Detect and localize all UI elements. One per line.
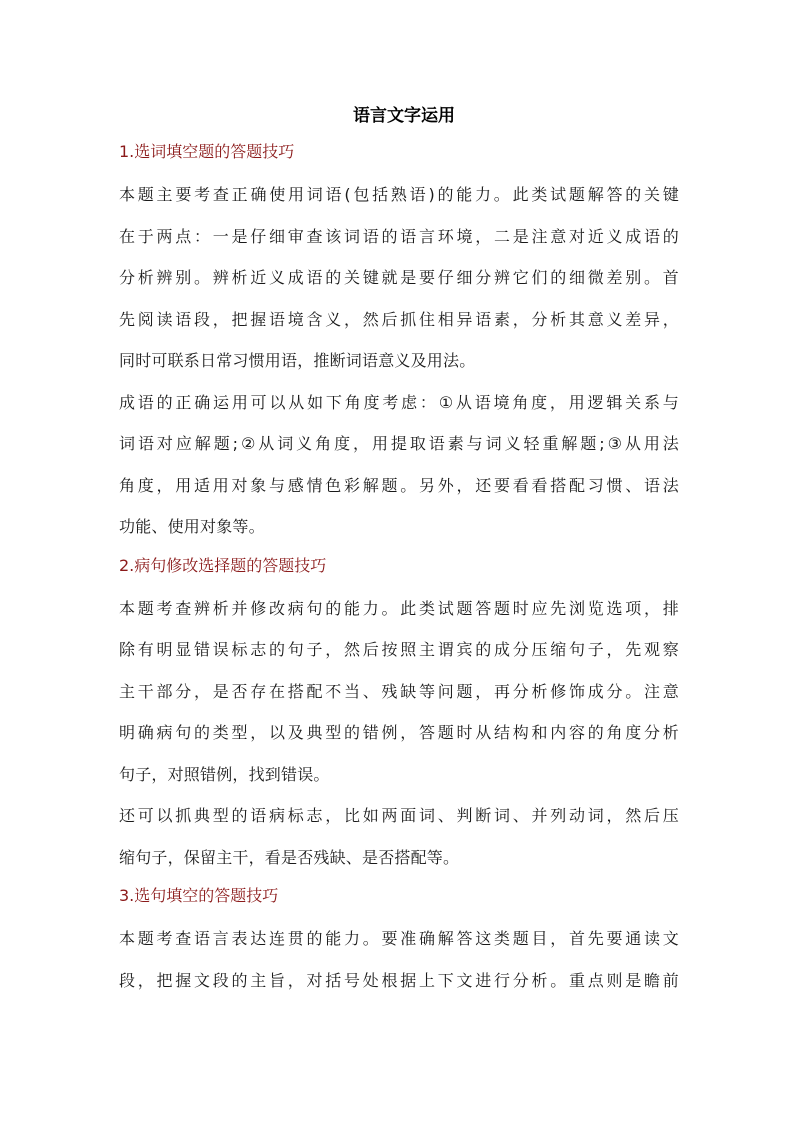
text-line: 明确病句的类型，以及典型的错例，答题时从结构和内容的角度分析 — [119, 723, 679, 742]
section-1 — [119, 130, 679, 548]
text-line: 本题考查辨析并修改病句的能力。此类试题答题时应先浏览选项，排 — [119, 598, 679, 618]
document-content — [119, 98, 679, 1001]
paragraph — [119, 382, 679, 548]
text-line: 主干部分，是否存在搭配不当、残缺等问题，再分析修饰成分。注意 — [119, 681, 679, 701]
section-heading: 3.选句填空的答题技巧 — [119, 886, 279, 905]
paragraph — [119, 174, 679, 382]
paragraph — [119, 588, 679, 796]
text-line: 功能、使用对象等。 — [119, 517, 265, 536]
section-heading: 2.病句修改选择题的答题技巧 — [119, 555, 327, 575]
page-title: 语言文字运用 — [353, 106, 455, 126]
text-line: 缩句子，保留主干，看是否残缺、是否搭配等。 — [119, 847, 460, 867]
text-line: 还可以抓典型的语病标志，比如两面词、判断词、并列动词，然后压 — [119, 806, 679, 825]
text-line: 同时可联系日常习惯用语，推断词语意义及用法。 — [119, 351, 476, 370]
paragraph — [119, 918, 679, 1001]
text-line: 句子，对照错例，找到错误。 — [119, 764, 330, 784]
section-2 — [119, 544, 679, 879]
text-line: 分析辨别。辨析近义成语的关键就是要仔细分辨它们的细微差别。首 — [119, 268, 679, 287]
text-line: 除有明显错误标志的句子，然后按照主谓宾的成分压缩句子，先观察 — [119, 640, 679, 659]
section-3 — [119, 874, 679, 1001]
text-line: 在于两点：一是仔细审查该词语的语言环境，二是注意对近义成语的 — [119, 226, 679, 246]
text-line: 角度，用适用对象与感情色彩解题。另外，还要看看搭配习惯、语法 — [119, 475, 679, 495]
paragraph — [119, 795, 679, 878]
text-line: 成语的正确运用可以从如下角度考虑：①从语境角度，用逻辑关系与 — [119, 392, 679, 412]
text-line: 段，把握文段的主旨，对括号处根据上下文进行分析。重点则是瞻前 — [119, 970, 679, 990]
text-line: 本题主要考查正确使用词语(包括熟语)的能力。此类试题解答的关键 — [119, 185, 679, 204]
text-line: 词语对应解题;②从词义角度，用提取语素与词义轻重解题;③从用法 — [119, 434, 679, 453]
section-heading: 1.选词填空题的答题技巧 — [119, 142, 295, 161]
text-line: 先阅读语段，把握语境含义，然后抓住相异语素，分析其意义差异， — [119, 309, 679, 329]
text-line: 本题考查语言表达连贯的能力。要准确解答这类题目，首先要通读文 — [119, 929, 679, 948]
